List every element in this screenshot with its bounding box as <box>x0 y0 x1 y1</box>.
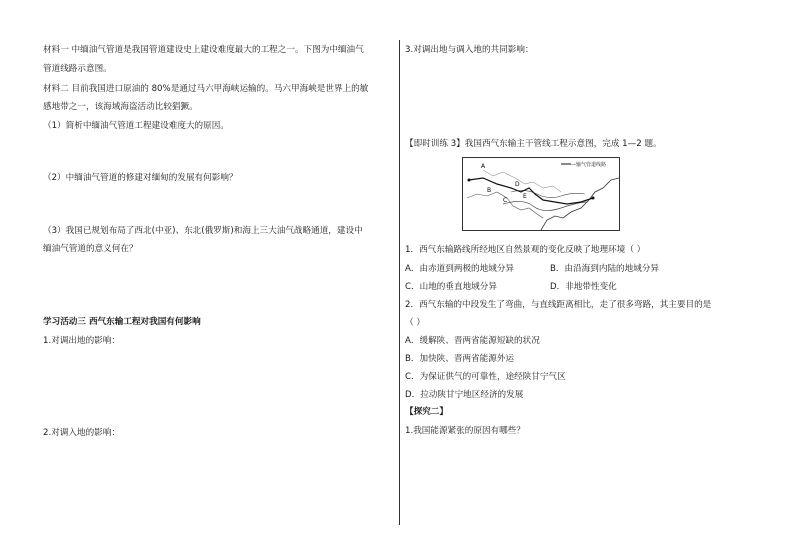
activity3-title: 学习活动三 西气东输工程对我国有何影响 <box>43 317 201 327</box>
training-q1-option-b: B．由沿海到内陆的地域分异 <box>550 264 660 274</box>
pipeline-map-drawing <box>463 158 619 230</box>
explore2-question1: 1.我国能源紧张的原因有哪些？ <box>405 426 525 436</box>
map-legend: —输气管道线路 <box>571 162 607 168</box>
activity3-item2: 2.对调入地的影响： <box>43 428 120 438</box>
map-label-a: A <box>481 163 486 170</box>
material2-line1: 材料二 目前我国进口原油的 80%是通过马六甲海峡运输的。马六甲海峡是世界上的敏 <box>43 84 369 94</box>
pipeline-map <box>462 157 620 231</box>
map-label-b: B <box>487 187 492 194</box>
explore2-title: 【探究二】 <box>405 407 448 417</box>
training-q1-stem: 1．西气东输路线所经地区自然景观的变化反映了地理环境（ ） <box>405 245 646 255</box>
question-2: （2）中缅油气管道的修建对缅甸的发展有何影响？ <box>43 173 238 183</box>
training-q2-option-c: C．为保证供气的可靠性，途经陕甘宁气区 <box>405 372 566 382</box>
training-q2-option-d: D．拉动陕甘宁地区经济的发展 <box>405 390 524 400</box>
training-q2-option-b: B．加快陕、晋两省能源外运 <box>405 354 515 364</box>
material1-line1: 材料一 中缅油气管道是我国管道建设史上建设难度最大的工程之一。下图为中缅油气 <box>43 45 364 55</box>
question-1: （1）简析中缅油气管道工程建设难度大的原因。 <box>43 121 229 131</box>
training-q1-option-c: C．山地的垂直地域分异 <box>405 282 497 292</box>
question-3-line2: 缅油气管道的意义何在？ <box>43 244 138 254</box>
training3-title: 【即时训练 3】我国西气东输主干管线工程示意图，完成 1—2 题。 <box>405 139 662 149</box>
map-label-d: D <box>515 181 520 188</box>
material2-line2: 感地带之一，该海域海盗活动比较猖獗。 <box>43 102 198 112</box>
map-label-c: C <box>503 197 508 204</box>
activity3-item3: 3.对调出地与调入地的共同影响： <box>405 45 534 55</box>
activity3-item1: 1.对调出地的影响： <box>43 336 120 346</box>
column-divider <box>399 40 400 525</box>
training-q2-stem: 2．西气东输的中段发生了弯曲，与直线距离相比，走了很多弯路，其主要目的是 <box>405 300 712 310</box>
training-q1-option-d: D．非地带性变化 <box>550 282 617 292</box>
material1-line2: 管道线路示意图。 <box>43 64 112 74</box>
training-q1-option-a: A．由赤道到两极的地域分异 <box>405 264 515 274</box>
training-q2-paren: （ ） <box>405 318 425 328</box>
question-3-line1: （3）我国已规划布局了西北(中亚)、东北(俄罗斯)和海上三大油气战略通道，建设中 <box>43 226 363 236</box>
training-q2-option-a: A．缓解陕、晋两省能源短缺的状况 <box>405 336 540 346</box>
map-label-e: E <box>523 193 527 200</box>
